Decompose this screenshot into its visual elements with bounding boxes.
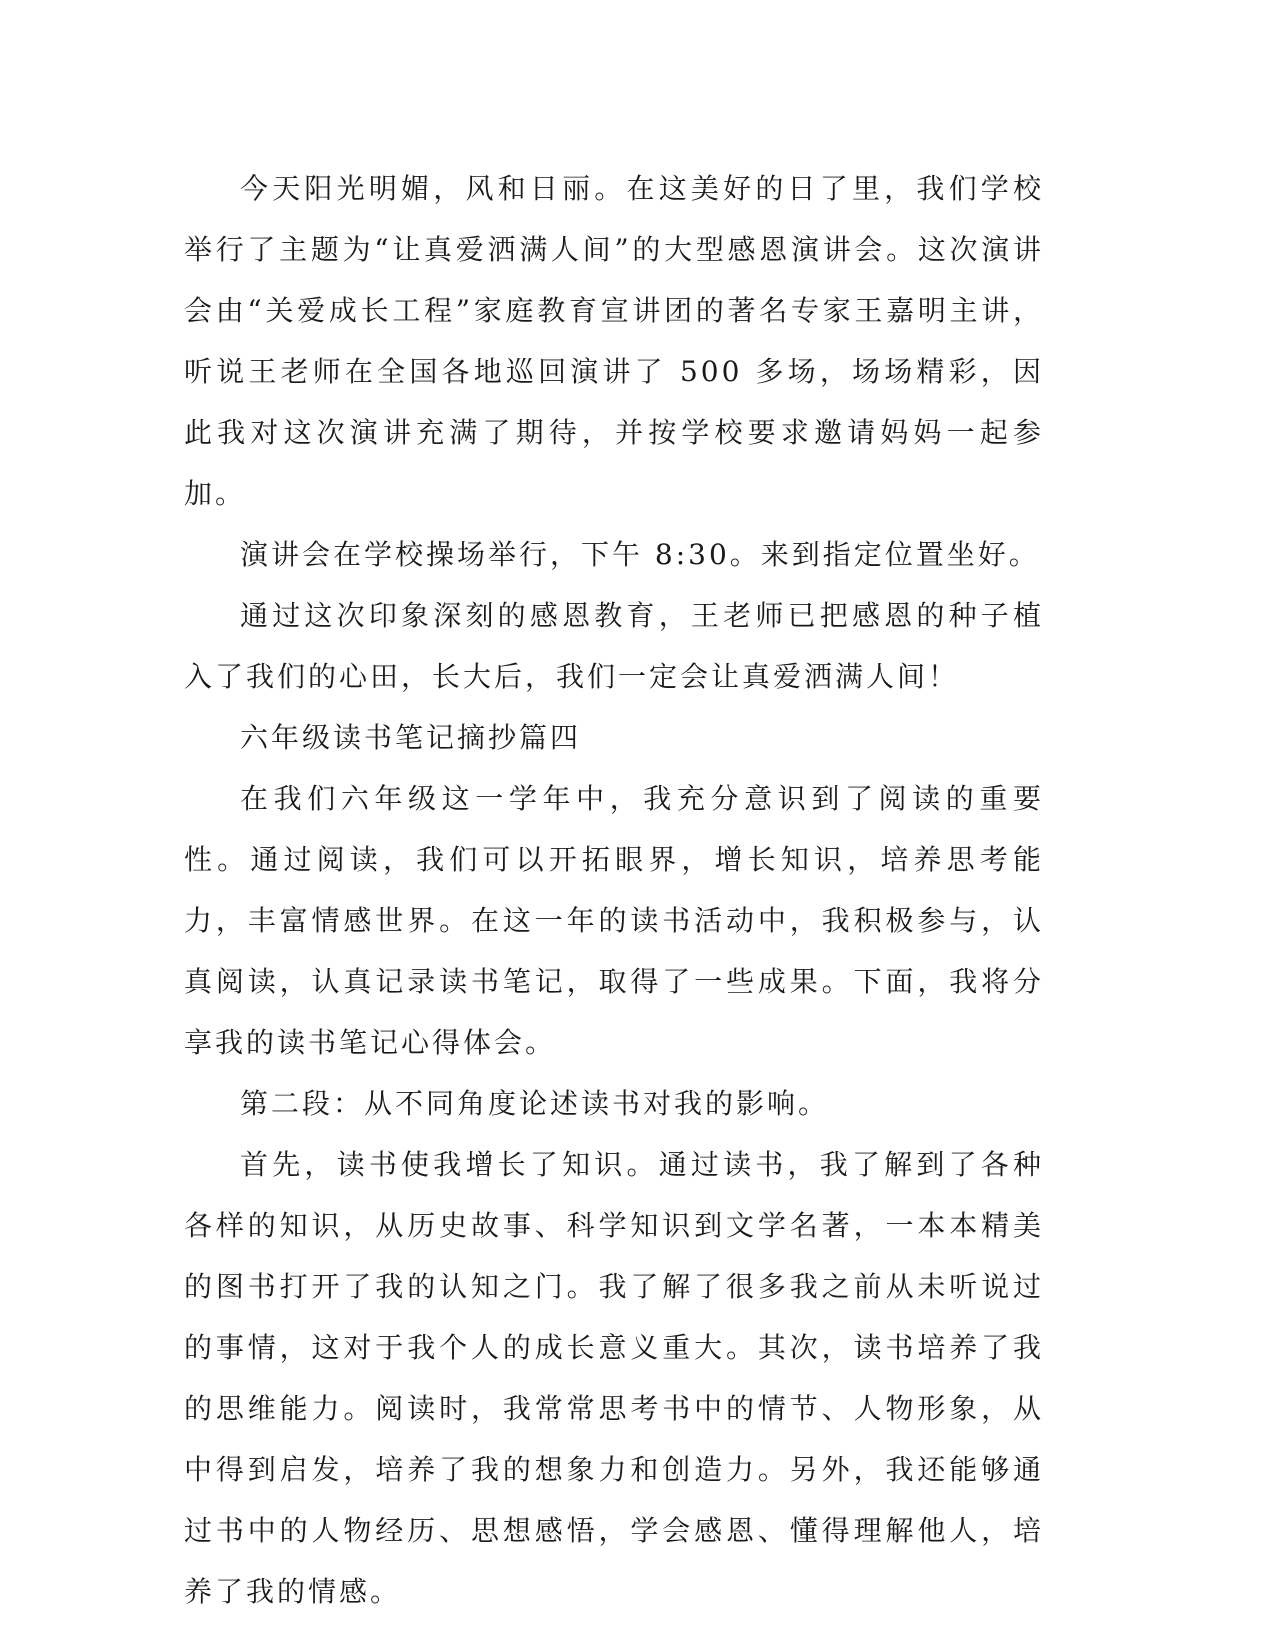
paragraph-lecture-time: 演讲会在学校操场举行，下午 8:30。来到指定位置坐好。 <box>240 538 1040 571</box>
paragraph-reading-impact: 首先，读书使我增长了知识。通过读书，我了解到了各种各样的知识，从历史故事、科学知识到文学名著，一本本精美的图书打开了我的认知之门。我了解了很多我之前从未听说过的事情，这对于我个人的成长意义重大。其次，读书培养了我的思维能力。阅读时，我常常思考书中的情节、人物形象，从中得到启发，培养了我的想象力和创造力。另外，我还能够通过书中的人物经历、思想感悟，学会感恩、懂得理解他人，培养了我的情感。 <box>184 1148 1044 1608</box>
paragraph-lecture-intro: 今天阳光明媚，风和日丽。在这美好的日了里，我们学校举行了主题为“让真爱洒满人间”的大型感恩演讲会。这次演讲会由“关爱成长工程”家庭教育宣讲团的著名专家王嘉明主讲，听说王老师在全国各地巡回演讲了 500 多场，场场精彩，因此我对这次演讲充满了期待，并按学校要求邀请妈妈一起参加。 <box>184 172 1044 510</box>
paragraph-reading-intro: 在我们六年级这一学年中，我充分意识到了阅读的重要性。通过阅读，我们可以开拓眼界，增长知识，培养思考能力，丰富情感世界。在这一年的读书活动中，我积极参与，认真阅读，认真记录读书笔记，取得了一些成果。下面，我将分享我的读书笔记心得体会。 <box>184 782 1044 1059</box>
document-body <box>184 158 1044 1622</box>
paragraph-second-section: 第二段：从不同角度论述读书对我的影响。 <box>240 1087 830 1120</box>
section-heading: 六年级读书笔记摘抄篇四 <box>240 721 582 754</box>
paragraph-lecture-conclusion: 通过这次印象深刻的感恩教育，王老师已把感恩的种子植入了我们的心田，长大后，我们一定会让真爱洒满人间！ <box>184 599 1044 693</box>
